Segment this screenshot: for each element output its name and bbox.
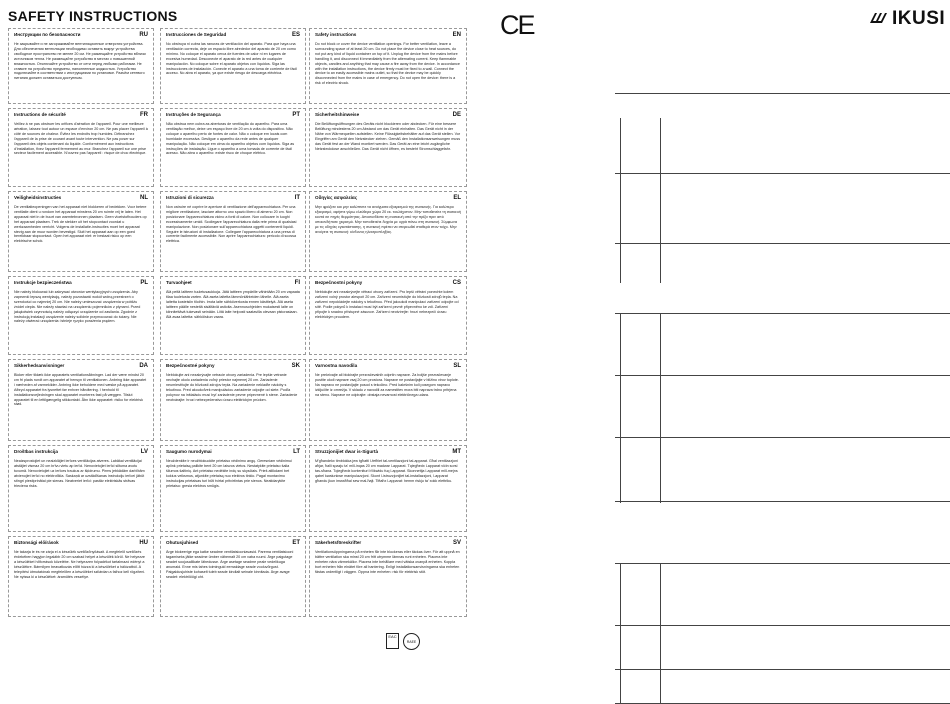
instruction-box-cs — [309, 276, 467, 355]
instruction-box-es — [160, 28, 306, 104]
instruction-box-et — [160, 536, 306, 617]
box-text: Не закрывайте и не загораживайте вентиляционные отверстия устройства. Для обеспечения вентиляции необходимо оставить вокруг устройства свободное пространство не менее 20 см. Не размещайте устройство вблизи источников тепла. Не размещайте устройство в местах с повышенной влажностью. Отключайте устройство от сети перед любыми работами. Не ставьте на устройство предметы, наполненные жидкостью. Устройство подключайте в соответствии с инструкциями по установке. Разъём сетевого питания должен оставаться доступным. — [14, 42, 146, 81]
box-title: Saugumo nurodymai — [166, 449, 212, 454]
instruction-box-sk — [160, 359, 306, 441]
language-code: EN — [452, 32, 461, 38]
instruction-box-sv — [309, 536, 467, 617]
notes-column-line — [620, 313, 621, 503]
box-text: Ärge blokeerige ega katke seadme ventilatsiooniavasid. Parema ventilatsiooni tagamiseks jätke seadme ümber vähemalt 20 cm vaba ruumi. Ärge paigutage seadet soojusallikate lähedusse. Ärge asetage seadme peale vedelikuga anumaid. Enne mis tahes toiminguid eemaldage seade vooluvõrgust. Paigaldusjuhiste kohaselt tuleb seade kindlalt seinale kinnitada. Ärge avage seadet: elektrilöögi oht. — [166, 550, 294, 579]
box-header — [315, 449, 461, 457]
box-text: Veillez à ne pas obstruer les orifices d'aération de l'appareil. Pour une meilleure aération, laissez tout autour un espace d'environ 20 cm. Ne pas placer l'appareil à côté de sources de chaleur. Évitez les endroits trop humides. Débranchez l'appareil de la prise de courant avant toute intervention. Ne pas poser sur l'appareil des objets contenant du liquide. Conformément aux instructions d'installation, fixez l'appareil fermement au mur. Branchez l'appareil sur une prise secteur facilement accessible. N'ouvrez pas l'appareil : risque de choc électrique. — [14, 122, 148, 156]
box-header — [14, 112, 148, 120]
box-text: Non ostruire né coprire le aperture di ventilazione dell'apparecchiatura. Per una migliore ventilazione, lasciare attorno uno spazio libero di almeno 20 cm. Non posizionare l'apparecchiatura vicino a fonti di calore. Non collocare in luoghi eccessivamente umidi. Scollegare l'apparecchiatura dalla rete prima di qualsiasi manipolazione. Non posizionare sull'apparecchiatura oggetti contenenti liquidi. Seguire le istruzioni di installazione. Collegare l'apparecchiatura a una presa di corrente facilmente accessibile. Non aprire l'apparecchiatura: pericolo di scossa elettrica. — [166, 205, 297, 244]
notes-row-line — [615, 501, 950, 502]
language-code: SL — [453, 363, 461, 369]
box-text: Nie należy blokować lub zakrywać otworów wentylacyjnych urządzenia. Aby zapewnić lepszą wentylację, należy pozostawić wokół wolną przestrzeń o szerokości co najmniej 20 cm. Nie należy umieszczać urządzenia w pobliżu źródeł ciepła. Nie należy stawiać na urządzeniu pojemników z płynami. Przed jakąkolwiek czynnością należy odłączyć urządzenie od zasilania. Zgodnie z instrukcją instalacji urządzenie należy solidnie przymocować do ściany. Nie należy otwierać urządzenia: istnieje ryzyko porażenia prądem. — [14, 290, 141, 324]
language-code: DA — [139, 363, 148, 369]
box-text: Die Belüftungsöffnungen des Geräts nicht blockieren oder abdecken. Für eine bessere Belüftung mindestens 20 cm Abstand um das Gerät einhalten. Das Gerät nicht in der Nähe von Wärmequellen aufstellen. Keine Flüssigkeitsbehälter auf das Gerät stellen. Vor Eingriffen am Gerät den Netzstecker ziehen. Gemäß den Installationsanweisungen muss das Gerät fest an der Wand montiert werden. Das Gerät an eine leicht zugängliche Netzsteckdose anschließen. Das Gerät nicht öffnen, es besteht Stromschlaggefahr. — [315, 122, 461, 151]
language-code: MT — [452, 449, 461, 455]
notes-column-line — [660, 563, 661, 703]
language-code: ES — [291, 32, 300, 38]
instruction-box-hu — [8, 536, 154, 617]
language-code: SK — [291, 363, 300, 369]
box-title: Инструкции по безопасности — [14, 32, 81, 37]
instruction-box-fr — [8, 108, 154, 187]
ikusi-logo-icon — [868, 9, 888, 29]
instruction-box-pt — [160, 108, 306, 187]
box-title: Varnostna navodila — [315, 363, 358, 368]
box-title: Bezpečnostné pokyny — [166, 363, 215, 368]
box-title: Sikkerhedsanvisninger — [14, 363, 65, 368]
raee-mark: RAEE — [403, 633, 420, 650]
box-title: Turvaohjeet — [166, 280, 192, 285]
instruction-box-en — [309, 28, 467, 104]
box-title: Instrukcje bezpieczeństwa — [14, 280, 72, 285]
box-title: Ohutusjuhised — [166, 540, 199, 545]
notes-column-line — [660, 118, 661, 283]
box-header — [14, 280, 148, 288]
instruction-box-pl — [8, 276, 154, 355]
language-code: IT — [294, 195, 300, 201]
box-header — [166, 540, 300, 548]
notes-row-line — [615, 243, 950, 244]
box-title: Säkerhetsföreskrifter — [315, 540, 362, 545]
language-code: FI — [294, 280, 300, 286]
box-header — [315, 195, 461, 203]
box-header — [166, 112, 300, 120]
language-code: NL — [140, 195, 148, 201]
notes-row-line — [615, 313, 950, 314]
box-title: Instructions de sécurité — [14, 112, 66, 117]
box-title: Safety instructions — [315, 32, 357, 37]
box-header — [166, 32, 300, 40]
instruction-box-ru — [8, 28, 154, 104]
box-title: Sicherheitshinweise — [315, 112, 360, 117]
box-header — [166, 195, 300, 203]
instruction-box-sl — [309, 359, 467, 441]
notes-column-line — [620, 118, 621, 283]
notes-row-line — [615, 437, 950, 438]
language-code: DE — [452, 112, 461, 118]
language-code: ET — [292, 540, 300, 546]
eac-mark: EAC — [386, 633, 399, 649]
notes-row-line — [615, 375, 950, 376]
instruction-box-nl — [8, 191, 154, 272]
box-header — [14, 449, 148, 457]
box-title: Struzzjonijiet dwar is-Sigurtà — [315, 449, 379, 454]
language-code: HU — [139, 540, 148, 546]
box-text: Ventilationsöppningarna på enheten får inte blockeras eller täckas över. För att uppnå en bättre ventilation ska minst 20 cm fritt utrymme lämnas runt enheten. Placera inte enheten nära värmekällor. Placera inte behållare med vätska ovanpå enheten. Koppla bort enheten från elnätet före all hantering. Enligt installationsanvisningarna ska enheten fästas ordentligt i väggen. Öppna inte enheten: risk för elektrisk stöt. — [315, 550, 460, 574]
box-header — [14, 32, 148, 40]
box-text: Neuždenkite ir neužblokuokite prietaiso vėdinimo angų. Geresniam vėdinimui aplink prietaisą palikite bent 20 cm laisvos vietos. Nestatykite prietaiso šalia šilumos šaltinių. Ant prietaiso nedėkite indų su skysčiais. Prieš atlikdami bet kokius veiksmus, atjunkite prietaisą nuo elektros tinklo. Pagal montavimo instrukcijas prietaisas turi būti tvirtai pritvirtintas prie sienos. Neatidarykite prietaiso: gresia elektros smūgis. — [166, 459, 292, 488]
box-text: Neaizsprostojiet un neaizklājiet ierīces ventilācijas atveres. Labākai ventilācijai atstājiet vismaz 20 cm brīvu vietu ap ierīci. Nenovietojiet ierīci siltuma avotu tuvumā. Nenovietojiet uz ierīces traukus ar šķidrumu. Pirms jebkādām darbībām atvienojiet ierīci no elektrotīkla. Saskaņā ar uzstādīšanas instrukciju ierīcei jābūt stingri piestiprinātai pie sienas. Neatveriet ierīci: pastāv elektriskās strāvas trieciena risks. — [14, 459, 145, 488]
box-text: Do not block or cover the device ventilation openings. For better ventilation, leave a surrounding space of at least 20 cm. Do not place the device close to heat sources, do not put any kind of liquid container on top of it. Unplug the device from the mains before handling it, and disconnect it immediately from the alternating current. Keep flammable objects, candles and anything that may cause a fire away from the device. In accordance with the installation instructions, the device firmly must be fixed to a wall. Connect the device to an easily accessible mains outlet, so that the device may be quickly disconnected from the mains in case of emergency. Do not open the device: there is a risk of electric shock. — [315, 42, 460, 86]
box-text: No obstruya ni cubra las ranuras de ventilación del aparato. Para que haya una ventilación correcta, deje un espacio libre alrededor del aparato de 20 cm como mínimo. No coloque el aparato cerca de fuentes de calor ni en lugares de excesiva humedad. Desconecte el aparato de la red antes de cualquier manipulación. No coloque sobre el aparato objetos con líquidos. Siga las instrucciones de instalación. Conecte el aparato a una toma de corriente de fácil acceso. No abra el aparato, ya que existe riesgo de descarga eléctrica. — [166, 42, 297, 76]
instruction-box-lv — [8, 445, 154, 532]
box-header — [315, 112, 461, 120]
box-header — [315, 540, 461, 548]
certification-marks — [386, 633, 420, 650]
page-title: SAFETY INSTRUCTIONS — [8, 8, 178, 24]
box-text: Μην φράζετε και μην καλύπτετε τα ανοίγματα εξαερισμού της συσκευής. Για καλύτερο εξαερισμό, αφήστε γύρω ελεύθερο χώρο 20 εκ. τουλάχιστον. Μην τοποθετείτε τη συσκευή κοντά σε πηγές θερμότητας. Αποσυνδέστε τη συσκευή από την πρίζα πριν από οποιονδήποτε χειρισμό. Μην τοποθετείτε δοχεία με υγρά πάνω στη συσκευή. Σύμφωνα με τις οδηγίες εγκατάστασης, η συσκευή πρέπει να στερεωθεί σταθερά στον τοίχο. Μην ανοίγετε τη συσκευή: κίνδυνος ηλεκτροπληξίας. — [315, 205, 461, 234]
instruction-box-it — [160, 191, 306, 272]
box-title: Istruzioni di sicurezza — [166, 195, 214, 200]
box-header — [166, 449, 300, 457]
instruction-box-mt — [309, 445, 467, 532]
box-header — [315, 280, 461, 288]
language-code: EL — [453, 195, 461, 201]
brand-name: IKUSI — [892, 8, 946, 29]
notes-column-line — [660, 313, 661, 503]
box-header — [166, 280, 300, 288]
instruction-box-de — [309, 108, 467, 187]
box-text: Älä peitä laitteen tuuletusaukkoja. Jätä laitteen ympärille vähintään 20 cm vapaata tilaa tuuletusta varten. Älä aseta laitetta lämmönlähteiden lähelle. Älä aseta laitetta kosteisiin tiloihin. Irrota laite sähköverkosta ennen käsittelyä. Älä aseta laitteen päälle nesteitä sisältäviä astioita. Asennusohjeiden mukaisesti laite on kiinnitettävä tukevasti seinään. Liitä laite helposti saatavilla olevaan pistorasiaan. Älä avaa laitetta: sähköiskun vaara. — [166, 290, 300, 319]
box-text: Não obstrua nem cubra as aberturas de ventilação do aparelho. Para uma ventilação melhor, deixe um espaço livre de 20 cm à volta do dispositivo. Não coloque o aparelho perto de fontes de calor. Não o coloque em locais com humidade excessiva. Desligue o aparelho da rede antes de qualquer manipulação. Não coloque em cima do aparelho objetos com líquidos. Siga as instruções de instalação. Ligue o aparelho a uma tomada de corrente de fácil acesso. Não abra o aparelho: existe risco de choque elétrico. — [166, 122, 295, 156]
box-text: De ventilatieopeningen van het apparaat niet blokkeren of bedekken. Voor betere ventilatie dient u rondom het apparaat minstens 20 cm ruimte vrij te laten. Het apparaat niet in de buurt van warmtebronnen plaatsen. Geen vloeistofhouders op het apparaat plaatsen. Trek de stekker uit het stopcontact voordat u werkzaamheden verricht. Volgens de installatie-instructies moet het apparaat stevig aan de muur worden bevestigd. Sluit het apparaat aan op een goed bereikbaar stopcontact. Open het apparaat niet: er bestaat risico op een elektrische schok. — [14, 205, 147, 244]
ce-mark: CE — [500, 10, 534, 40]
box-header — [14, 195, 148, 203]
language-code: LV — [140, 449, 148, 455]
box-text: Neblokujte ani nezakrývejte větrací otvory zařízení. Pro lepší větrání ponechte kolem zařízení volný prostor alespoň 20 cm. Zařízení neumisťujte do blízkosti zdrojů tepla. Na zařízení nepokládejte nádoby s tekutinou. Před jakoukoli manipulací zařízení odpojte od sítě. Podle pokynů k instalaci musí být zařízení pevně připevněno ke zdi. Zařízení připojte k snadno přístupné zásuvce. Zařízení neotvírejte: hrozí nebezpečí úrazu elektrickým proudem. — [315, 290, 459, 319]
notes-row-line — [615, 669, 950, 670]
box-header — [315, 32, 461, 40]
instruction-box-fi — [160, 276, 306, 355]
language-code: LT — [293, 449, 300, 455]
box-title: Veiligheidsinstructies — [14, 195, 62, 200]
box-header — [14, 540, 148, 548]
box-text: Neblokujte ani nezakrývajte vetracie otvory zariadenia. Pre lepšie vetranie nechajte okolo zariadenia voľný priestor najmenej 20 cm. Zariadenie neumiestňujte do blízkosti zdrojov tepla. Na zariadenie neklaďte nádoby s tekutinou. Pred akoukoľvek manipuláciou zariadenie odpojte od siete. Podľa pokynov na inštaláciu musí byť zariadenie pevne pripevnené k stene. Zariadenie neotvárajte: hrozí nebezpečenstvo úrazu elektrickým prúdom. — [166, 373, 298, 402]
brand-logo — [868, 8, 945, 30]
notes-row-line — [615, 93, 950, 94]
notes-row-line — [615, 563, 950, 564]
instruction-box-da — [8, 359, 154, 441]
language-code: RU — [139, 32, 148, 38]
box-title: Instrucciones de Seguridad — [166, 32, 227, 37]
box-text: Ne takarja le és ne zárja el a készülék szellőzőnyílásait. A megfelelő szellőzés érdekében hagyjon legalább 20 cm szabad helyet a készülék körül. Ne helyezze a készüléket hőforrások közelébe. Ne helyezzen folyadékot tartalmazó edényt a készülékre. Bármilyen beavatkozás előtt húzza ki a készüléket a hálózatból. A telepítési útmutatónak megfelelően a készüléket szilárdan a falhoz kell rögzíteni. Ne nyissa ki a készüléket: áramütés veszélye. — [14, 550, 146, 579]
box-header — [14, 363, 148, 371]
box-title: Drošības instrukcija — [14, 449, 58, 454]
box-title: Οδηγίες ασφαλείας — [315, 195, 358, 200]
box-title: Bezpečnostní pokyny — [315, 280, 363, 285]
box-text: M'għandekx timblokka jew tgħatti l-fetħiet tal-ventilazzjoni tal-apparat. Għal ventilazzjoni aħjar, ħalli spazju ta' mill-inqas 20 cm madwar l-apparat. Tqiegħedx l-apparat viċin sorsi tas-sħana. Tqiegħedx kontenituri b'likwidu fuq l-apparat. Skonnettja l-apparat mill-mejns qabel kwalunkwe manipulazzjoni. Skont l-istruzzjonijiet tal-installazzjoni, l-apparat għandu jkun imwaħħal sew mal-ħajt. Tiftaħx l-apparat: hemm riskju ta' xokk elettriku. — [315, 459, 458, 483]
box-header — [166, 363, 300, 371]
language-code: PT — [292, 112, 300, 118]
notes-column-line — [620, 563, 621, 703]
notes-row-line — [615, 625, 950, 626]
box-text: Ne prekrivajte ali blokirajte prezračevalnih odprtin naprave. Za boljše prezračevanje pustite okoli naprave vsaj 20 cm prostora. Naprave ne postavljajte v bližino virov toplote. Na napravo ne postavljajte posod s tekočino. Pred kakršnim koli posegom napravo izključite iz omrežja. V skladu z navodili za namestitev mora biti naprava trdno pritrjena na steno. Naprave ne odpirajte: obstaja nevarnost električnega udara. — [315, 373, 459, 397]
language-code: CS — [452, 280, 461, 286]
box-header — [315, 363, 461, 371]
box-title: Biztonsági előírások — [14, 540, 59, 545]
language-code: SV — [452, 540, 461, 546]
instruction-box-el — [309, 191, 467, 272]
box-title: Instruções de Segurança — [166, 112, 221, 117]
notes-row-line — [615, 173, 950, 174]
language-code: FR — [140, 112, 148, 118]
language-code: PL — [140, 280, 148, 286]
instruction-box-lt — [160, 445, 306, 532]
box-text: Bloker eller tildæk ikke apparatets ventilationsåbninger. Lad der være mindst 20 cm fri plads rundt om apparatet af hensyn til ventilationen. Anbring ikke apparatet i nærheden af varmekilder. Anbring ikke beholdere med væske på apparatet. Afbryd apparatet fra lysnettet før enhver håndtering. I henhold til installationsvejledningen skal apparatet monteres fast på væggen. Tilslut apparatet til en lettilgængelig stikkontakt. Åbn ikke apparatet: risiko for elektrisk stød. — [14, 373, 147, 407]
